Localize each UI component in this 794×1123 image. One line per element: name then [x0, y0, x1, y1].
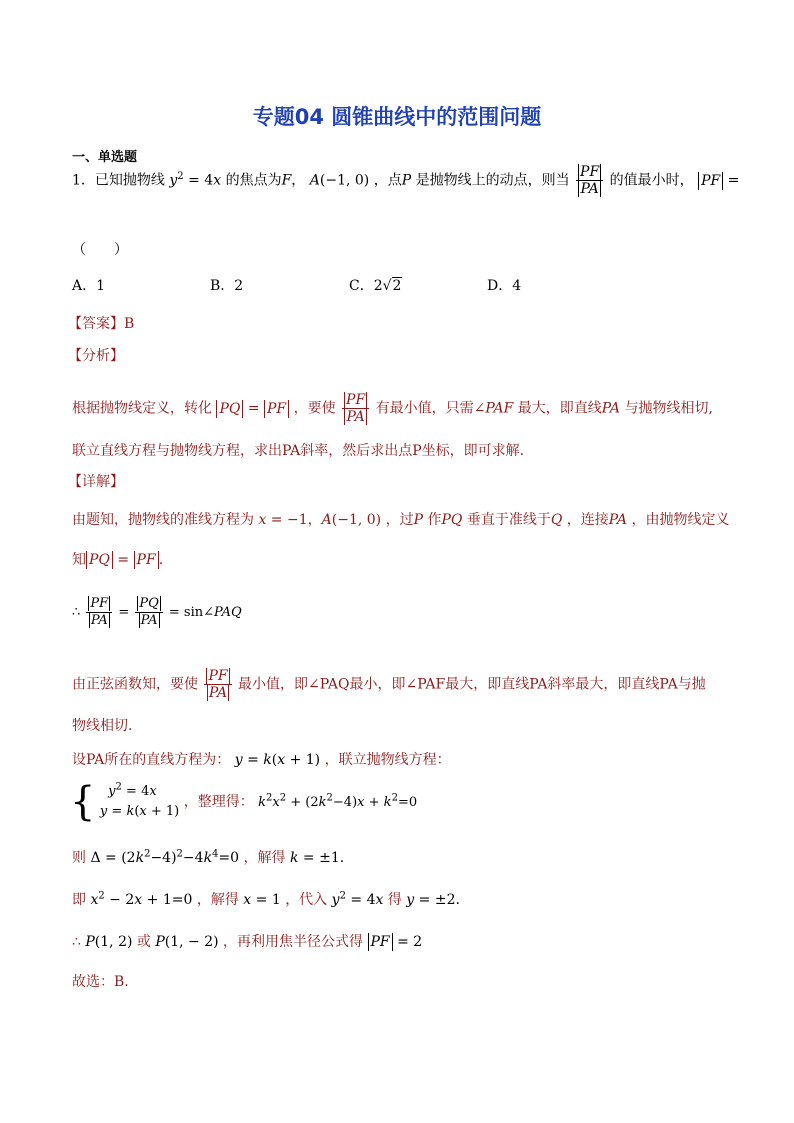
detail-line-5: 物线相切. [72, 718, 133, 734]
question-paren: （ ） [72, 242, 128, 258]
detail-line-3: ∴ $\frac{PF}{PA}$ = $\frac{PQ}{PA}$ = sin∠PAQ [72, 596, 242, 628]
detail-line-1: 由题知，抛物线的准线方程为 x = −1，A(−1, 0) ，过P 作PQ 垂直于准线于Q ，连接PA ，由抛物线定义 [72, 512, 730, 528]
option-c[interactable]: C．2√2 [349, 278, 402, 294]
detail-line-2: 知 PQ = PF . [72, 552, 164, 568]
analysis-label: 【分析】 [68, 348, 124, 364]
detail-line-6: 设PA所在的直线方程为： y = k(x + 1) ，联立抛物线方程： [72, 752, 451, 768]
analysis-line-2: 联立直线方程与抛物线方程，求出PA斜率，然后求出点P坐标，即可求解. [72, 443, 525, 459]
analysis-line-1: 根据抛物线定义，转化 PQ = PF ，要使 $\frac{PF}{PA}$ 有最小值，只需∠PAF 最大，即直线PA 与抛物线相切, [72, 392, 713, 425]
detail-line-8: 则 $\Delta = (2k^2-4)^2-4k^4=0$ ，解得 k = ±1. [72, 848, 345, 866]
question-stem: 1．已知抛物线 $y^2 = 4x$ 的焦点为F， A(−1, 0) ，点P 是抛物线上的动点，则当 $\frac{PF}{PA}$ 的值最小时， PF = [72, 164, 740, 197]
option-b[interactable]: B．2 [210, 278, 244, 294]
section-heading: 一、单选题 [72, 150, 138, 165]
detail-line-9: 即 $x^2 - 2x + 1=0$ ，解得 x = 1 ，代入 $y^2 = 4x$ 得 y = ±2. [72, 890, 460, 908]
option-d[interactable]: D．4 [487, 278, 522, 294]
fraction-pf-pa: $\frac{PF}{PA}$ [576, 164, 603, 197]
option-a[interactable]: A．1 [72, 278, 106, 294]
detail-line-11: 故选：B. [72, 974, 129, 990]
detail-line-4: 由正弦函数知，要使 $\frac{PF}{PA}$ 最小值，即∠PAQ最小，即∠PAF最大，即直线PA斜率最大，即直线PA与抛 [72, 668, 706, 701]
detail-label: 【详解】 [68, 474, 124, 490]
detail-line-10: ∴ P(1, 2) 或 P(1, − 2) ，再利用焦半径公式得 PF = 2 [72, 934, 423, 950]
answer-row: 【答案】B [68, 316, 135, 332]
equation-system: { $y^2 = 4x$ y = k(x + 1) ，整理得： $k^2x^2 + (2k^2-4)x + k^2=0$ [70, 779, 418, 825]
page-title: 专题04 圆锥曲线中的范围问题 [252, 105, 542, 129]
